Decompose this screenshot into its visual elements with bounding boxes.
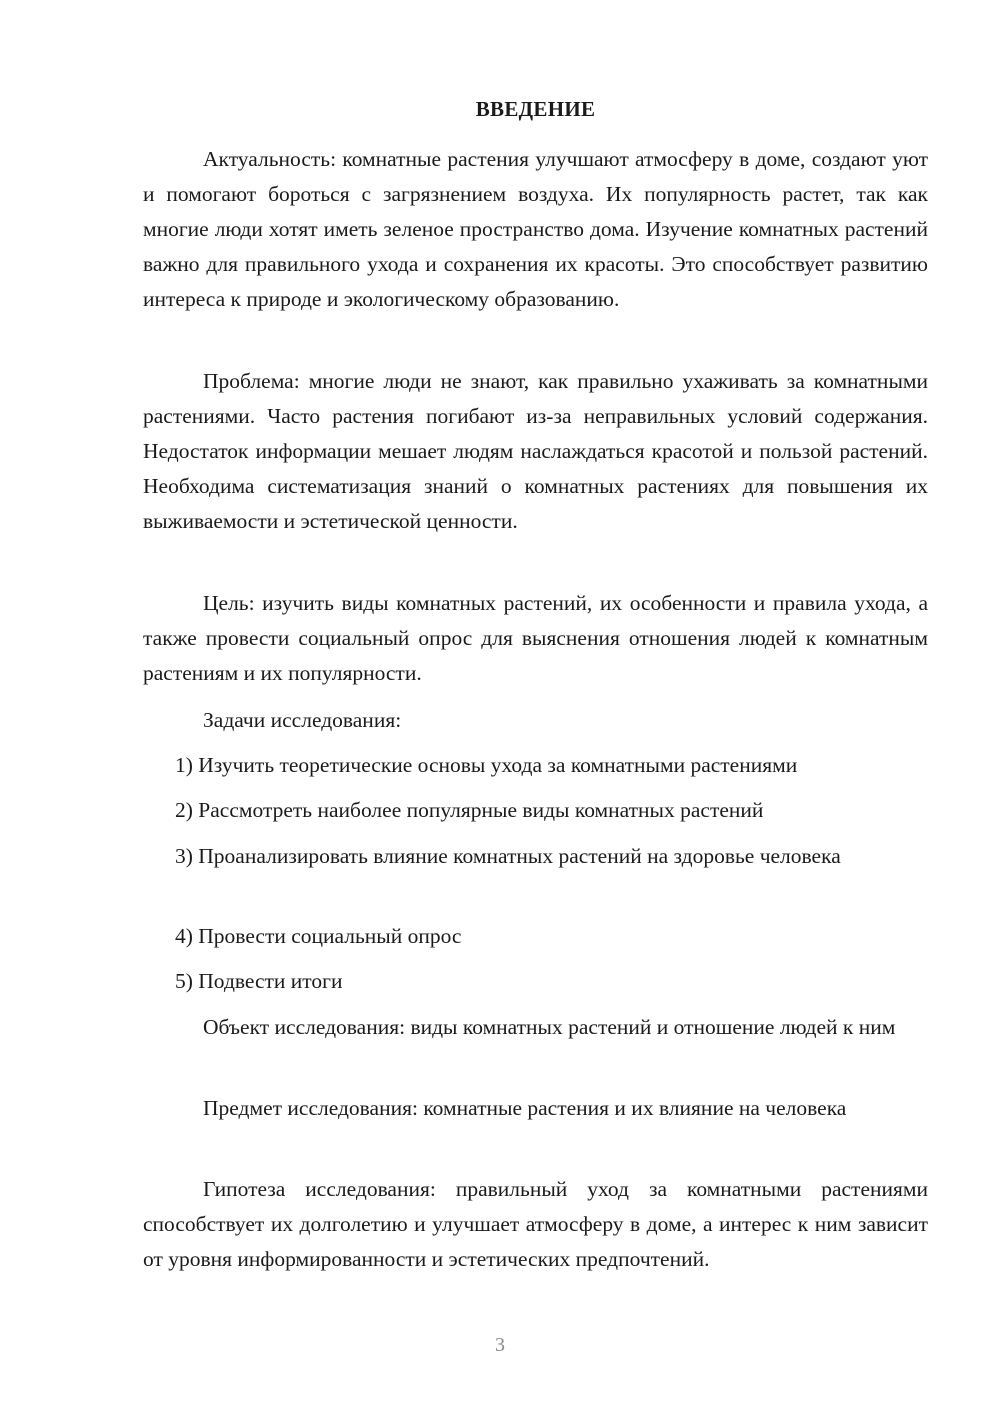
task-item-5: 5) Подвести итоги bbox=[175, 969, 343, 993]
problem-paragraph: Проблема: многие люди не знают, как правильно ухаживать за комнатными растениями. Часто растения погибают из-за неправильных условий содержания. Недостаток информации мешает людям наслаждаться красотой и пользой растений. Необходима систематизация знаний о комнатных растениях для повышения их выживаемости и эстетической ценности. bbox=[143, 369, 928, 533]
subject-paragraph: Предмет исследования: комнатные растения и их влияние на человека bbox=[203, 1096, 847, 1120]
relevance-paragraph: Актуальность: комнатные растения улучшают атмосферу в доме, создают уют и помогают бороться с загрязнением воздуха. Их популярность растет, так как многие люди хотят иметь зеленое пространство дома. Изучение комнатных растений важно для правильного ухода и сохранения их красоты. Это способствует развитию интереса к природе и экологическому образованию. bbox=[143, 147, 928, 311]
tasks-heading: Задачи исследования: bbox=[203, 708, 402, 732]
task-item-3: 3) Проанализировать влияние комнатных растений на здоровье человека bbox=[175, 844, 841, 868]
task-item-1: 1) Изучить теоретические основы ухода за комнатными растениями bbox=[175, 753, 798, 777]
task-item-4: 4) Провести социальный опрос bbox=[175, 924, 462, 948]
hypothesis-paragraph: Гипотеза исследования: правильный уход за комнатными растениями способствует их долголетию и улучшает атмосферу в доме, а интерес к ним зависит от уровня информированности и эстетических предпочтений. bbox=[143, 1177, 928, 1271]
goal-paragraph: Цель: изучить виды комнатных растений, их особенности и правила ухода, а также провести социальный опрос для выяснения отношения людей к комнатным растениям и их популярности. bbox=[143, 591, 928, 685]
task-item-2: 2) Рассмотреть наиболее популярные виды комнатных растений bbox=[175, 798, 764, 822]
section-heading: ВВЕДЕНИЕ bbox=[475, 97, 596, 121]
object-paragraph: Объект исследования: виды комнатных растений и отношение людей к ним bbox=[203, 1015, 896, 1039]
page-number: 3 bbox=[495, 1334, 505, 1356]
